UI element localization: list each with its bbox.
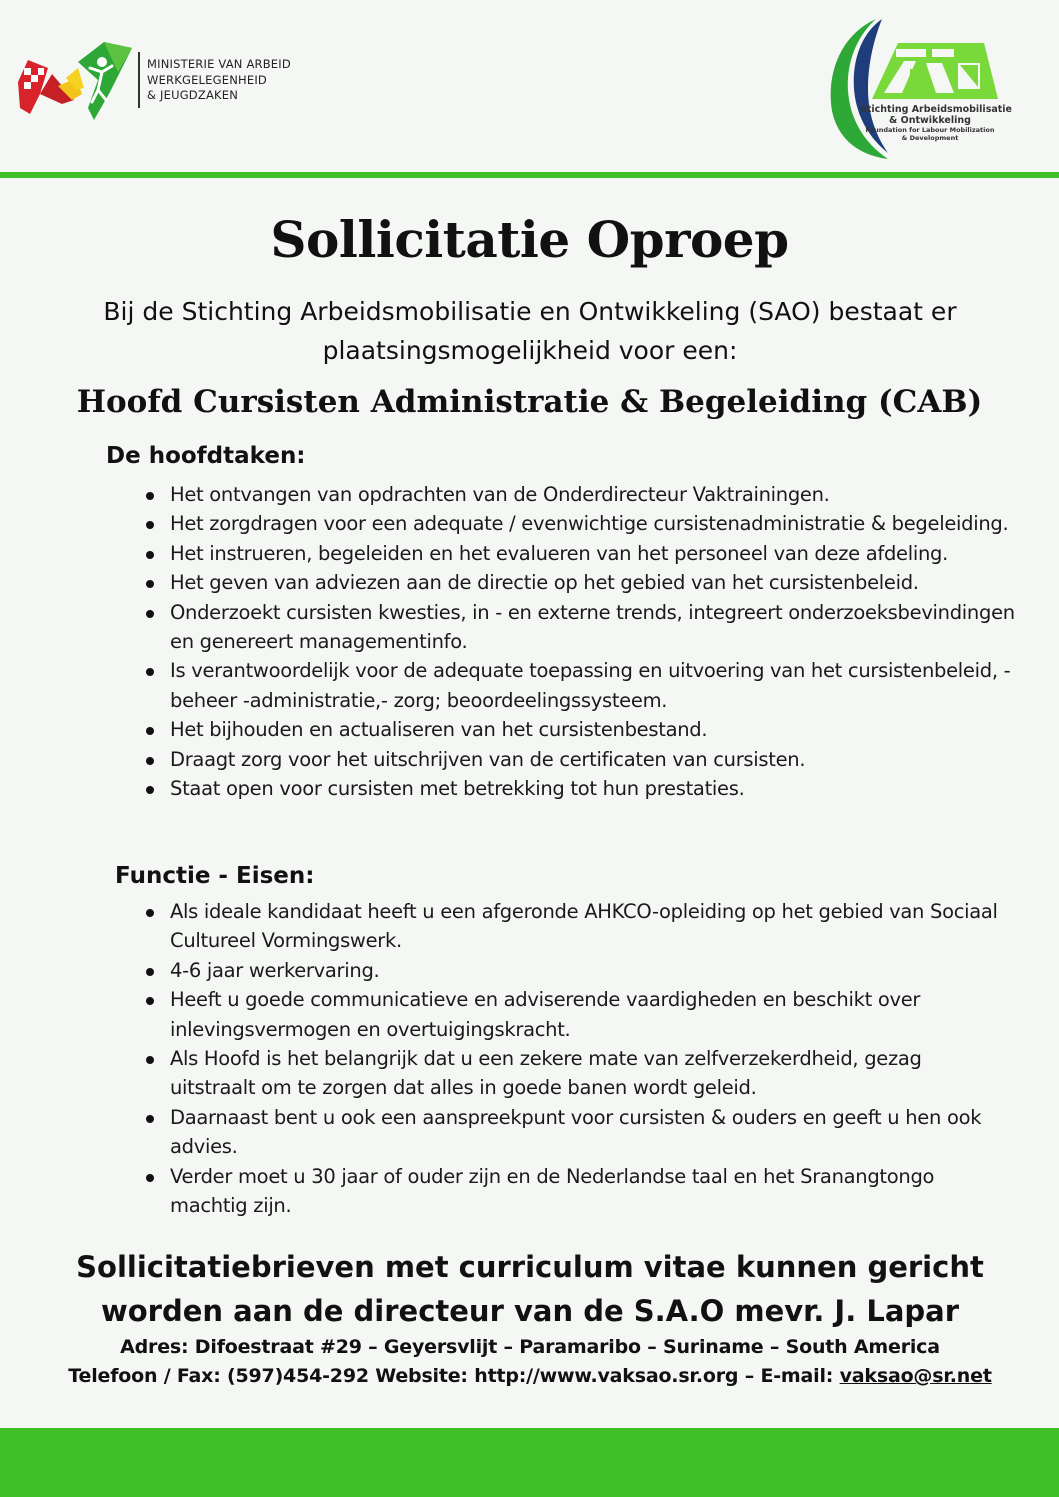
email-link[interactable]: vaksao@sr.net	[839, 1365, 992, 1387]
ministry-name-line: MINISTERIE VAN ARBEID	[147, 57, 291, 71]
requirement-item: 4-6 jaar werkervaring.	[146, 956, 1006, 985]
sao-name	[860, 104, 1012, 142]
task-item: Het zorgdragen voor een adequate / evenwichtige cursistenadministratie & begeleiding.	[146, 509, 1016, 538]
ministry-logo-divider	[138, 52, 140, 108]
requirement-item: Als ideale kandidaat heeft u een afgeronde AHKCO-opleiding op het gebied van Sociaal Cultureel Vormingswerk.	[146, 897, 1006, 956]
ministry-name-line: & JEUGDZAKEN	[147, 88, 239, 102]
tasks-heading: De hoofdtaken:	[106, 443, 306, 469]
requirement-item: Verder moet u 30 jaar of ouder zijn en de Nederlandse taal en het Sranangtongo machtig zijn.	[146, 1162, 1006, 1221]
task-item: Het ontvangen van opdrachten van de Onderdirecteur Vaktrainingen.	[146, 480, 1016, 509]
sao-name-line: Stichting Arbeidsmobilisatie	[860, 104, 1012, 115]
ministry-logo	[18, 38, 138, 124]
contact-line	[20, 1362, 1040, 1391]
task-item: Onderzoekt cursisten kwesties, in - en externe trends, integreert onderzoeksbevindingen en genereert managementinfo.	[146, 598, 1016, 657]
ministry-name-line: WERKGELEGENHEID	[147, 72, 267, 87]
ministry-name	[147, 57, 291, 104]
requirements-list	[146, 897, 1006, 1220]
sao-name-english-line: & Development	[901, 134, 959, 142]
requirement-item: Heeft u goede communicatieve en adviserende vaardigheden en beschikt over inlevingsvermogen en overtuigingskracht.	[146, 985, 1006, 1044]
footer-bar	[0, 1428, 1059, 1497]
header-divider	[0, 172, 1059, 178]
task-item: Staat open voor cursisten met betrekking tot hun prestaties.	[146, 774, 1016, 803]
task-item: Het bijhouden en actualiseren van het cursistenbestand.	[146, 715, 1016, 744]
address-line: Adres: Difoestraat #29 – Geyersvlijt – Paramaribo – Suriname – South America	[120, 1336, 940, 1358]
header	[0, 0, 1059, 172]
task-item: Is verantwoordelijk voor de adequate toepassing en uitvoering van het cursistenbeleid, -beheer -administratie,- zorg; beoordeelingssysteem.	[146, 656, 1016, 715]
sao-name-line: & Ontwikkeling	[889, 115, 971, 126]
task-item: Draagt zorg voor het uitschrijven van de certificaten van cursisten.	[146, 745, 1016, 774]
requirements-heading: Functie - Eisen:	[115, 863, 315, 889]
intro-text: Bij de Stichting Arbeidsmobilisatie en Ontwikkeling (SAO) bestaat er plaatsingsmogelijkheid voor een:	[103, 297, 957, 365]
requirement-item: Als Hoofd is het belangrijk dat u een zekere mate van zelfverzekerdheid, gezag uitstraalt om te zorgen dat alles in goede banen wordt geleid.	[146, 1044, 1006, 1103]
task-item: Het geven van adviezen aan de directie op het gebied van het cursistenbeleid.	[146, 568, 1016, 597]
task-item: Het instrueren, begeleiden en het evalueren van het personeel van deze afdeling.	[146, 539, 1016, 568]
phone-website-text: Telefoon / Fax: (597)454-292 Website: http://www.vaksao.sr.org – E-mail:	[68, 1365, 840, 1387]
page-title: Sollicitatie Oproep	[270, 210, 789, 269]
position-title: Hoofd Cursisten Administratie & Begeleiding (CAB)	[76, 384, 983, 420]
application-instructions: Sollicitatiebrieven met curriculum vitae kunnen gericht worden aan de directeur van de S.A.O mevr. J. Lapar	[76, 1250, 984, 1328]
requirement-item: Daarnaast bent u ook een aanspreekpunt voor cursisten & ouders en geeft u hen ook advies.	[146, 1103, 1006, 1162]
sao-name-english-line: Foundation for Labour Mobilization	[865, 126, 995, 134]
tasks-list	[146, 480, 1016, 803]
